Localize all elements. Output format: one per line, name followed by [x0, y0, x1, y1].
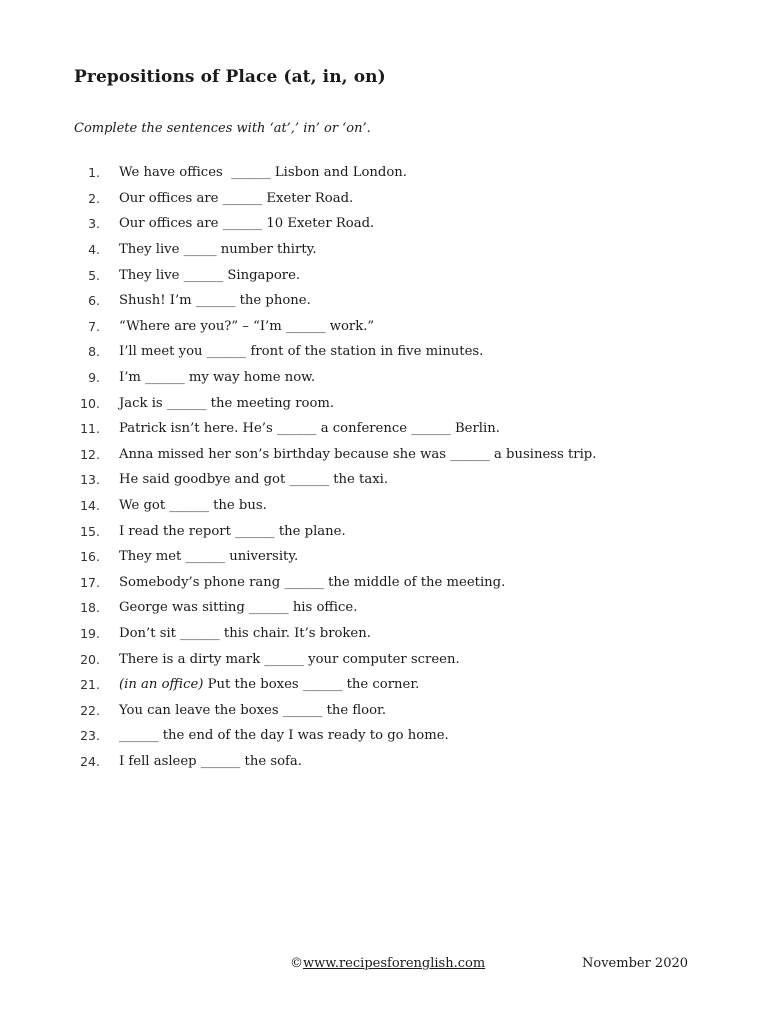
- sentence-text: Put the boxes ______ the corner.: [203, 677, 420, 693]
- exercise-item: [74, 672, 596, 698]
- instructions: Complete the sentences with ‘at’,’ in’ or ‘on’.: [74, 121, 371, 136]
- copyright-symbol: ©: [290, 956, 303, 971]
- item-sentence: [119, 600, 357, 615]
- footer-copyright: [290, 956, 485, 971]
- item-sentence: [119, 754, 302, 769]
- item-sentence: [119, 626, 371, 641]
- exercise-item: [74, 570, 596, 596]
- sentence-text: We got ______ the bus.: [119, 498, 267, 514]
- sentence-text: I read the report ______ the plane.: [119, 523, 346, 539]
- sentence-text: We have offices ______ Lisbon and London.: [119, 165, 407, 181]
- sentence-text: Don’t sit ______ this chair. It’s broken.: [119, 625, 371, 641]
- exercise-item: [74, 621, 596, 647]
- item-sentence: [119, 216, 374, 231]
- sentence-text: Anna missed her son’s birthday because she was ______ a business trip.: [119, 446, 597, 462]
- item-sentence: [119, 498, 267, 513]
- item-number: 8.: [88, 344, 100, 360]
- item-sentence: [119, 524, 346, 539]
- exercise-item: [74, 749, 596, 775]
- item-number: 13.: [80, 472, 100, 488]
- item-number: 6.: [88, 293, 100, 309]
- sentence-text: They met ______ university.: [119, 549, 299, 565]
- exercise-item: [74, 211, 596, 237]
- exercise-item: [74, 160, 596, 186]
- item-sentence: [119, 268, 300, 283]
- sentence-text: Patrick isn’t here. He’s ______ a conference ______ Berlin.: [119, 421, 500, 437]
- exercise-item: [74, 544, 596, 570]
- item-number: 7.: [88, 318, 100, 334]
- item-number: 18.: [80, 600, 100, 616]
- sentence-text: I’m ______ my way home now.: [119, 370, 316, 386]
- exercise-item: [74, 186, 596, 212]
- page-title: Prepositions of Place (at, in, on): [74, 67, 386, 87]
- exercise-item: [74, 595, 596, 621]
- item-number: 15.: [80, 523, 100, 539]
- footer-date: November 2020: [582, 956, 689, 971]
- exercise-item: [74, 390, 596, 416]
- exercise-item: [74, 237, 596, 263]
- item-sentence: [119, 293, 311, 308]
- sentence-text: ______ the end of the day I was ready to go home.: [119, 728, 449, 744]
- item-number: 11.: [80, 421, 100, 437]
- item-number: 16.: [80, 549, 100, 565]
- item-number: 3.: [88, 216, 100, 232]
- sentence-text: He said goodbye and got ______ the taxi.: [119, 472, 389, 488]
- sentence-text: I fell asleep ______ the sofa.: [119, 753, 302, 769]
- exercise-item: [74, 442, 596, 468]
- exercise-item: [74, 518, 596, 544]
- item-number: 14.: [80, 498, 100, 514]
- exercise-item: [74, 493, 596, 519]
- item-sentence: [119, 344, 483, 359]
- exercise-item: [74, 262, 596, 288]
- item-number: 23.: [80, 728, 100, 744]
- item-sentence: [119, 703, 386, 718]
- item-number: 2.: [88, 190, 100, 206]
- item-number: 24.: [80, 753, 100, 769]
- website-link[interactable]: www.recipesforenglish.com: [303, 956, 486, 971]
- sentence-text: Somebody’s phone rang ______ the middle of the meeting.: [119, 574, 506, 590]
- exercise-item: [74, 467, 596, 493]
- item-sentence: [119, 421, 500, 436]
- exercise-item: [74, 314, 596, 340]
- item-number: 22.: [80, 702, 100, 718]
- item-sentence: [119, 575, 505, 590]
- item-number: 17.: [80, 574, 100, 590]
- item-sentence: [119, 549, 298, 564]
- exercise-list: [74, 160, 596, 774]
- sentence-context-note: (in an office): [119, 677, 204, 693]
- exercise-item: [74, 723, 596, 749]
- sentence-text: They live _____ number thirty.: [119, 242, 317, 258]
- sentence-text: Jack is ______ the meeting room.: [119, 395, 335, 411]
- item-number: 5.: [88, 267, 100, 283]
- item-sentence: [119, 165, 407, 180]
- item-number: 9.: [88, 370, 100, 386]
- item-sentence: [119, 242, 317, 257]
- sentence-text: “Where are you?” – “I’m ______ work.”: [119, 318, 375, 334]
- item-sentence: [119, 447, 596, 462]
- item-number: 12.: [80, 446, 100, 462]
- item-number: 4.: [88, 242, 100, 258]
- item-sentence: [119, 319, 374, 334]
- exercise-item: [74, 339, 596, 365]
- exercise-item: [74, 697, 596, 723]
- exercise-item: [74, 646, 596, 672]
- item-sentence: [119, 728, 449, 743]
- item-sentence: [119, 370, 315, 385]
- sentence-text: Our offices are ______ 10 Exeter Road.: [119, 216, 375, 232]
- exercise-item: [74, 365, 596, 391]
- item-number: 21.: [80, 677, 100, 693]
- sentence-text: Shush! I’m ______ the phone.: [119, 293, 311, 309]
- item-number: 19.: [80, 625, 100, 641]
- sentence-text: You can leave the boxes ______ the floor.: [119, 702, 387, 718]
- sentence-text: I’ll meet you ______ front of the station in five minutes.: [119, 344, 484, 360]
- exercise-item: [74, 416, 596, 442]
- item-number: 20.: [80, 651, 100, 667]
- sentence-text: They live ______ Singapore.: [119, 267, 301, 283]
- item-number: 1.: [88, 165, 100, 181]
- item-sentence: [119, 472, 388, 487]
- item-sentence: [119, 396, 334, 411]
- item-sentence: [119, 191, 353, 206]
- sentence-text: George was sitting ______ his office.: [119, 600, 358, 616]
- item-sentence: [119, 677, 419, 692]
- item-number: 10.: [80, 395, 100, 411]
- exercise-item: [74, 288, 596, 314]
- sentence-text: There is a dirty mark ______ your computer screen.: [119, 651, 460, 667]
- sentence-text: Our offices are ______ Exeter Road.: [119, 190, 354, 206]
- item-sentence: [119, 652, 460, 667]
